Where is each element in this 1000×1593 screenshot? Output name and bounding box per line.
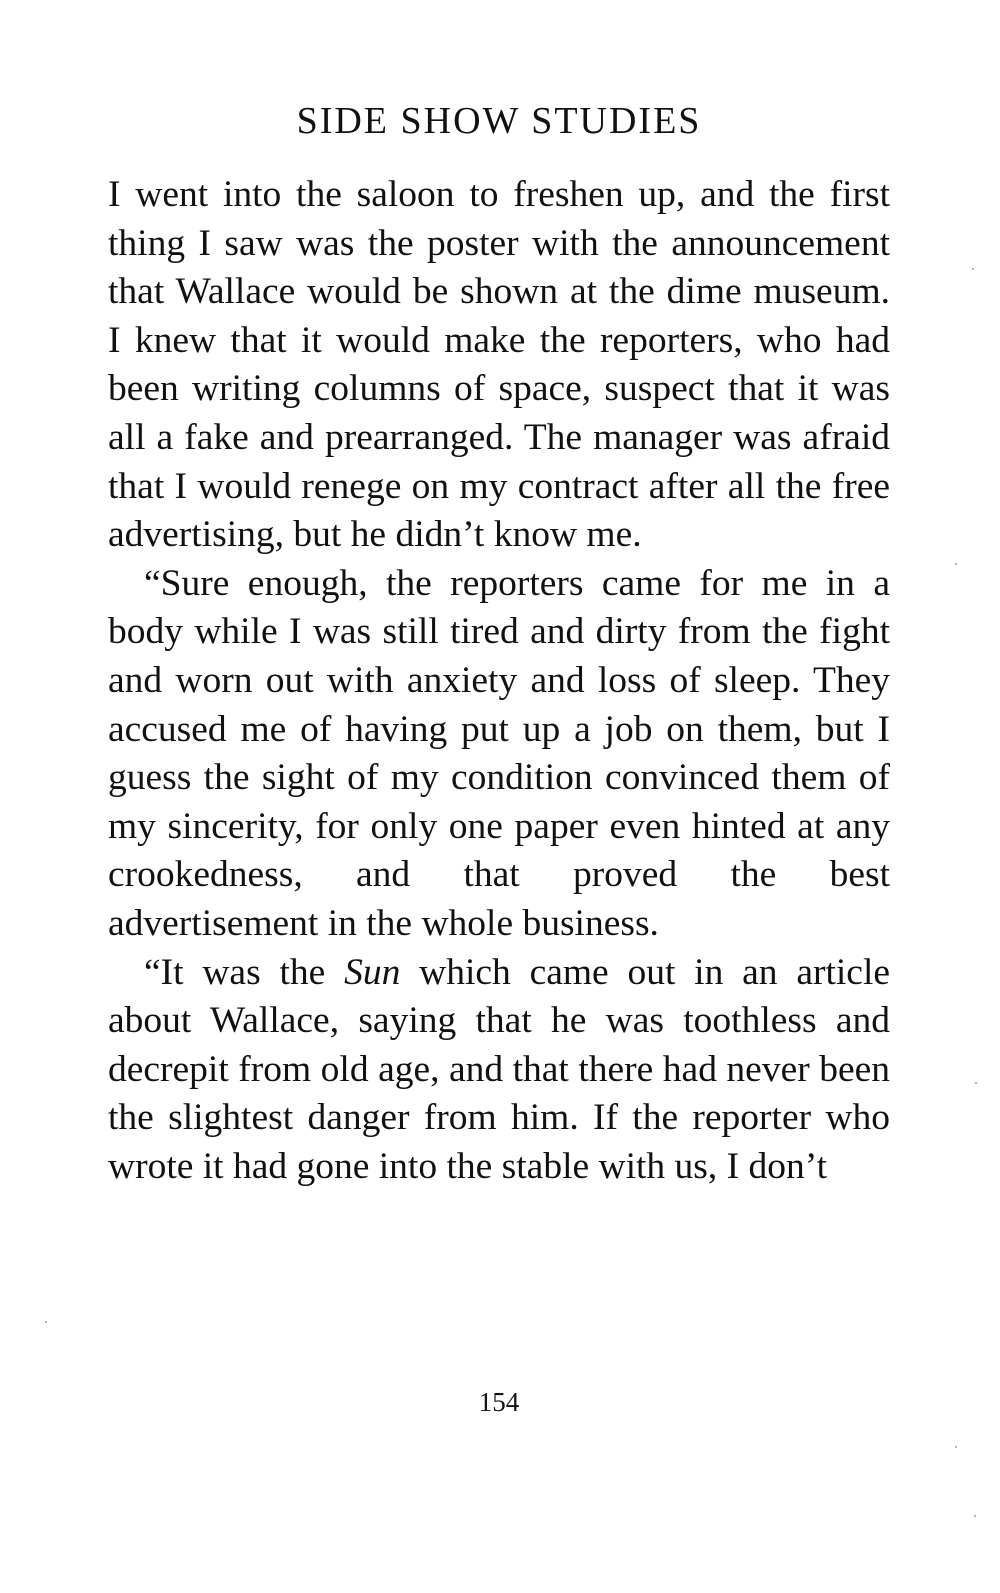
paragraph-text: “It was the bbox=[144, 951, 345, 993]
scan-speck bbox=[955, 1446, 957, 1448]
paragraph: I went into the saloon to freshen up, and the first thing I saw was the poster with the announcement that Wallace would be shown at the dime museum. I knew that it would make the reporters, who had been writing columns of space, suspect that it was all a fake and prearranged. The manager was afraid that I would renege on my contract after all the free advertising, but he didn’t know me. bbox=[108, 174, 890, 556]
scan-speck bbox=[974, 1515, 976, 1517]
paragraph-text: which came out in an article about Wallace, saying that he was toothless and decrepit from old age, and that there had never been the slightest danger from him. If the reporter who wrote it had gone into the stable with us, I don’t bbox=[108, 951, 891, 1187]
scan-speck bbox=[975, 1082, 977, 1084]
newspaper-title: Sun bbox=[344, 951, 401, 993]
page-number: 154 bbox=[478, 1387, 520, 1417]
running-head: SIDE SHOW STUDIES bbox=[296, 100, 702, 142]
scan-speck bbox=[955, 563, 957, 565]
paragraph: “Sure enough, the reporters came for me in a body while I was still tired and dirty from the fight and worn out with anxiety and loss of sleep. They accused me of having put up a job on them, but I guess the sight of my condition convinced them of my sincerity, for only one paper even hinted at any crookedness, and that proved the best advertisement in the whole business. bbox=[108, 562, 890, 944]
paragraph bbox=[108, 949, 890, 1192]
scan-speck bbox=[972, 268, 974, 270]
scan-speck bbox=[45, 1321, 47, 1323]
body-text bbox=[108, 171, 890, 1191]
